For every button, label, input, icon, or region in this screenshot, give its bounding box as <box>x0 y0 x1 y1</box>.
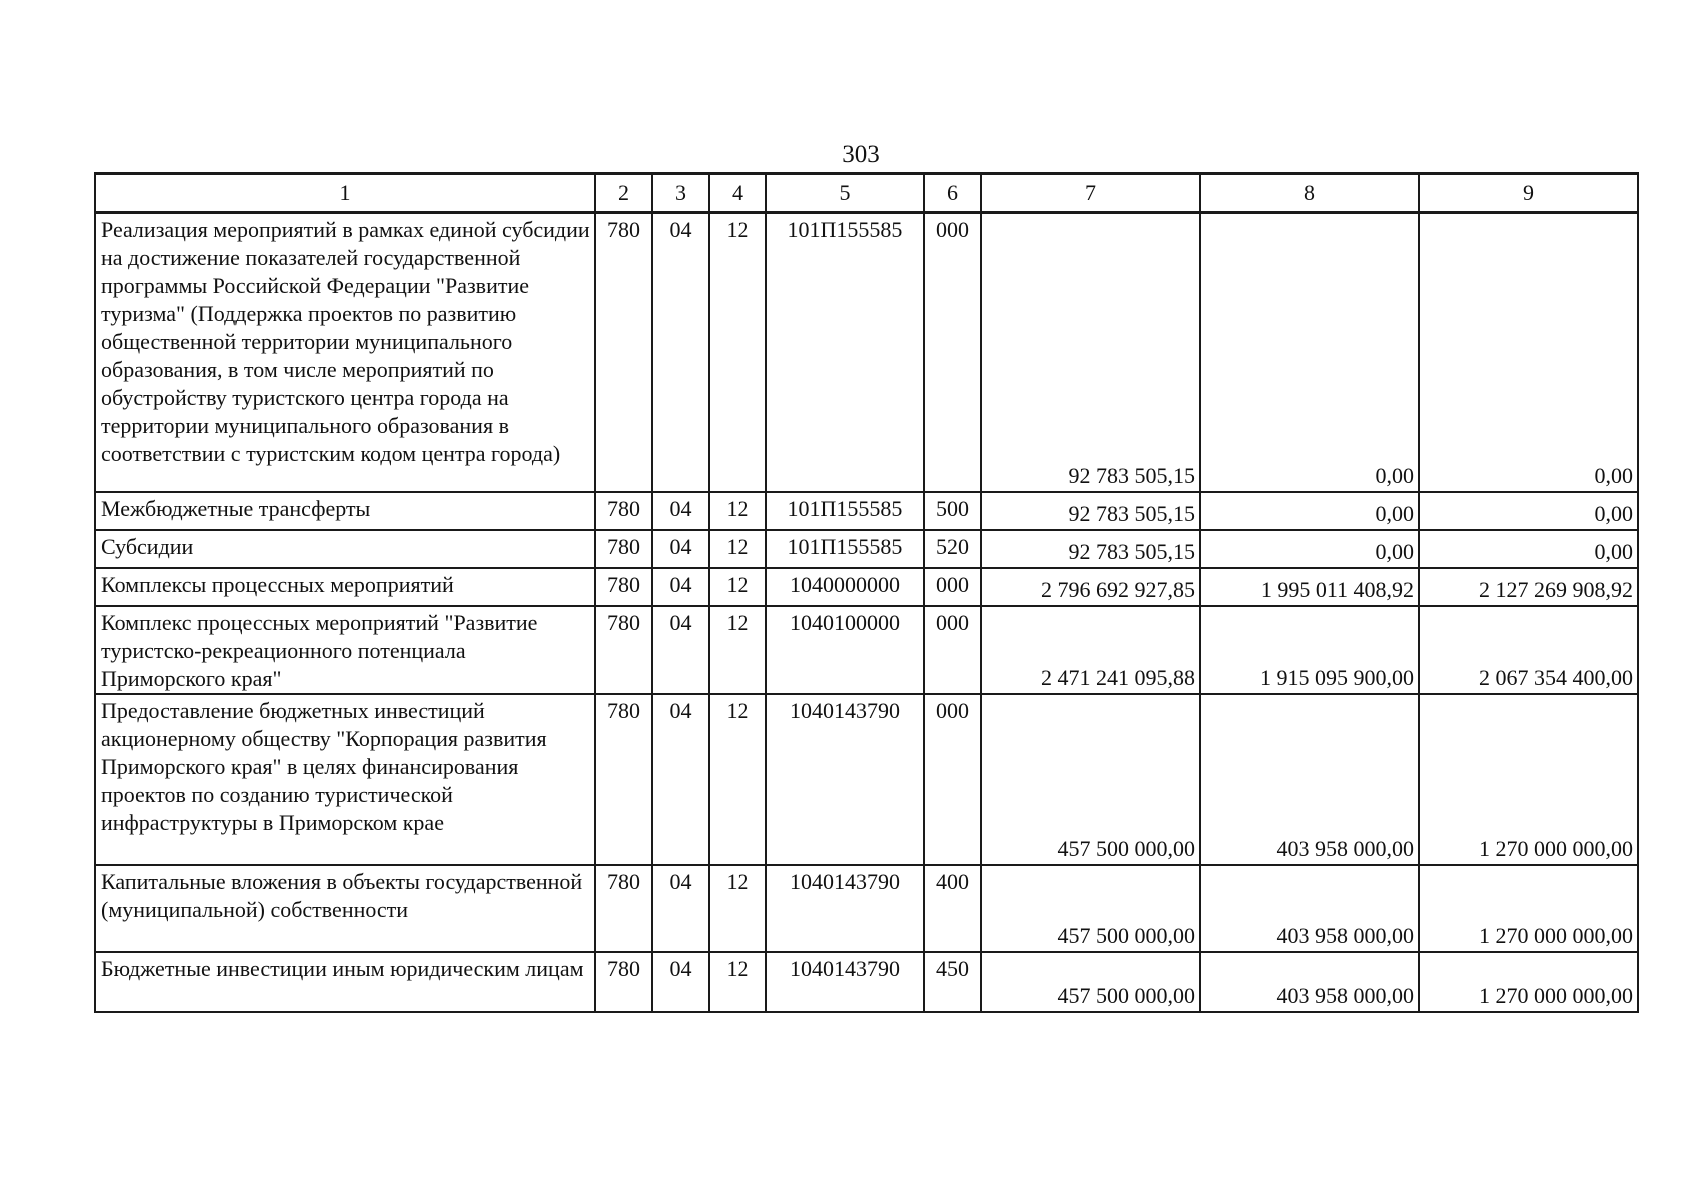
section-code: 04 <box>652 492 709 530</box>
table-row <box>95 530 1638 568</box>
amount-col-8: 403 958 000,00 <box>1200 952 1419 1012</box>
target-article-code: 1040143790 <box>766 952 924 1012</box>
expense-type-code: 520 <box>924 530 981 568</box>
table-row <box>95 213 1638 492</box>
amount-col-8: 0,00 <box>1200 213 1419 492</box>
ministry-code: 780 <box>595 213 652 492</box>
target-article-code: 1040143790 <box>766 865 924 952</box>
section-code: 04 <box>652 865 709 952</box>
target-article-code: 1040000000 <box>766 568 924 606</box>
section-code: 04 <box>652 694 709 865</box>
amount-col-7: 2 796 692 927,85 <box>981 568 1200 606</box>
subsection-code: 12 <box>709 865 766 952</box>
row-name: Межбюджетные трансферты <box>95 492 595 530</box>
target-article-code: 101П155585 <box>766 213 924 492</box>
subsection-code: 12 <box>709 568 766 606</box>
row-name: Комплексы процессных мероприятий <box>95 568 595 606</box>
expense-type-code: 000 <box>924 694 981 865</box>
amount-col-8: 1 915 095 900,00 <box>1200 606 1419 694</box>
subsection-code: 12 <box>709 492 766 530</box>
amount-col-7: 2 471 241 095,88 <box>981 606 1200 694</box>
ministry-code: 780 <box>595 568 652 606</box>
table-row <box>95 568 1638 606</box>
target-article-code: 1040143790 <box>766 694 924 865</box>
column-header-2: 2 <box>595 174 652 213</box>
amount-col-9: 0,00 <box>1419 492 1638 530</box>
section-code: 04 <box>652 568 709 606</box>
row-name: Капитальные вложения в объекты государственной (муниципальной) собственности <box>95 865 595 952</box>
amount-col-9: 2 127 269 908,92 <box>1419 568 1638 606</box>
amount-col-8: 403 958 000,00 <box>1200 694 1419 865</box>
amount-col-8: 403 958 000,00 <box>1200 865 1419 952</box>
amount-col-7: 92 783 505,15 <box>981 492 1200 530</box>
header-row <box>95 174 1638 213</box>
amount-col-7: 92 783 505,15 <box>981 213 1200 492</box>
row-name: Субсидии <box>95 530 595 568</box>
ministry-code: 780 <box>595 694 652 865</box>
expense-type-code: 450 <box>924 952 981 1012</box>
budget-table <box>94 172 1639 1013</box>
row-name: Предоставление бюджетных инвестиций акционерному обществу "Корпорация развития Приморского края" в целях финансирования проектов по созданию туристической инфраструктуры в Приморском крае <box>95 694 595 865</box>
row-name: Бюджетные инвестиции иным юридическим лицам <box>95 952 595 1012</box>
expense-type-code: 400 <box>924 865 981 952</box>
subsection-code: 12 <box>709 694 766 865</box>
ministry-code: 780 <box>595 865 652 952</box>
column-header-5: 5 <box>766 174 924 213</box>
amount-col-7: 457 500 000,00 <box>981 694 1200 865</box>
section-code: 04 <box>652 952 709 1012</box>
ministry-code: 780 <box>595 492 652 530</box>
column-header-6: 6 <box>924 174 981 213</box>
page-number: 303 <box>842 141 880 168</box>
table-row <box>95 492 1638 530</box>
row-name: Реализация мероприятий в рамках единой субсидии на достижение показателей государственной программы Российской Федерации "Развитие туризма" (Поддержка проектов по развитию общественной территории муниципального образования, в том числе мероприятий по обустройству туристского центра города на территории муниципального образования в соответствии с туристским кодом центра города) <box>95 213 595 492</box>
column-header-7: 7 <box>981 174 1200 213</box>
amount-col-7: 457 500 000,00 <box>981 865 1200 952</box>
amount-col-9: 1 270 000 000,00 <box>1419 865 1638 952</box>
expense-type-code: 000 <box>924 213 981 492</box>
table-header <box>95 174 1638 213</box>
subsection-code: 12 <box>709 530 766 568</box>
ministry-code: 780 <box>595 530 652 568</box>
amount-col-9: 1 270 000 000,00 <box>1419 952 1638 1012</box>
subsection-code: 12 <box>709 952 766 1012</box>
amount-col-9: 0,00 <box>1419 213 1638 492</box>
amount-col-9: 2 067 354 400,00 <box>1419 606 1638 694</box>
expense-type-code: 000 <box>924 606 981 694</box>
table-body <box>95 213 1638 1012</box>
table-row <box>95 606 1638 694</box>
amount-col-8: 1 995 011 408,92 <box>1200 568 1419 606</box>
subsection-code: 12 <box>709 213 766 492</box>
ministry-code: 780 <box>595 952 652 1012</box>
table-row <box>95 865 1638 952</box>
section-code: 04 <box>652 606 709 694</box>
column-header-1: 1 <box>95 174 595 213</box>
table-row <box>95 952 1638 1012</box>
section-code: 04 <box>652 213 709 492</box>
ministry-code: 780 <box>595 606 652 694</box>
expense-type-code: 500 <box>924 492 981 530</box>
column-header-3: 3 <box>652 174 709 213</box>
expense-type-code: 000 <box>924 568 981 606</box>
amount-col-9: 1 270 000 000,00 <box>1419 694 1638 865</box>
row-name: Комплекс процессных мероприятий "Развитие туристско-рекреационного потенциала Приморского края" <box>95 606 595 694</box>
amount-col-7: 457 500 000,00 <box>981 952 1200 1012</box>
amount-col-7: 92 783 505,15 <box>981 530 1200 568</box>
amount-col-9: 0,00 <box>1419 530 1638 568</box>
target-article-code: 101П155585 <box>766 492 924 530</box>
target-article-code: 101П155585 <box>766 530 924 568</box>
column-header-8: 8 <box>1200 174 1419 213</box>
section-code: 04 <box>652 530 709 568</box>
table-row <box>95 694 1638 865</box>
target-article-code: 1040100000 <box>766 606 924 694</box>
amount-col-8: 0,00 <box>1200 492 1419 530</box>
column-header-4: 4 <box>709 174 766 213</box>
amount-col-8: 0,00 <box>1200 530 1419 568</box>
subsection-code: 12 <box>709 606 766 694</box>
column-header-9: 9 <box>1419 174 1638 213</box>
